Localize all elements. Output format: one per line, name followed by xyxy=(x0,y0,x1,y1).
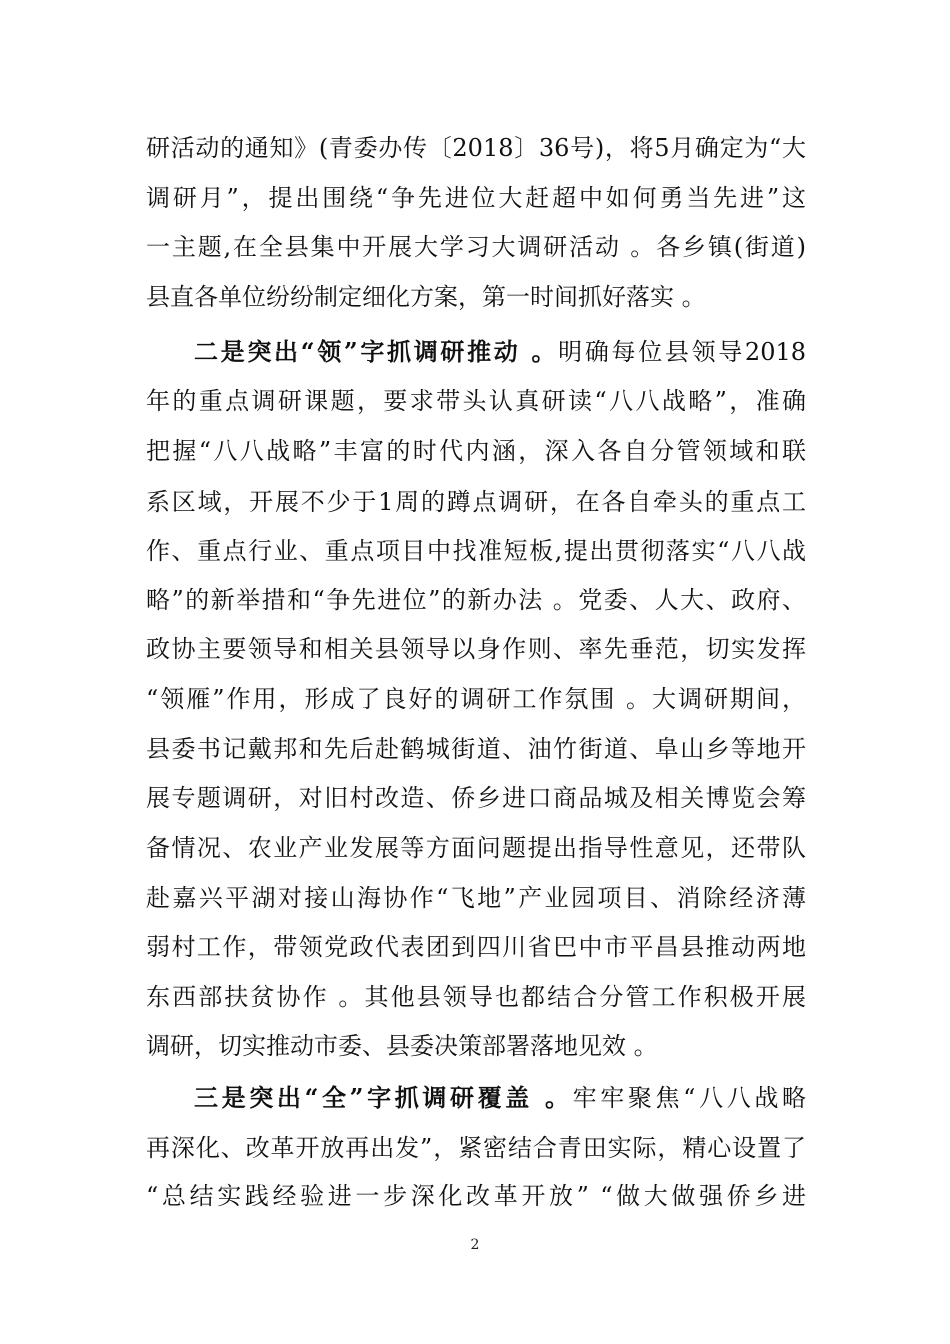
paragraph-2-first-line-rest: 明确每位县领导2018 xyxy=(558,338,806,366)
paragraph-2-line-11: 备情况、农业产业发展等方面问题提出指导性意见，还带队 xyxy=(146,834,806,862)
paragraph-2-line-4: 系区域，开展不少于1周的蹲点调研，在各自牵头的重点工 xyxy=(146,488,806,516)
paragraph-2-lead: 二是突出“领”字抓调研推动 。 xyxy=(194,337,559,366)
paragraph-2-line-9: 县委书记戴邦和先后赴鹤城街道、油竹街道、阜山乡等地开 xyxy=(146,735,806,763)
paragraph-3-line-3: “总结实践经验进一步深化改革开放” “做大做强侨乡进 xyxy=(146,1182,806,1210)
paragraph-2-line-2: 年的重点调研课题，要求带头认真研读“八八战略”，准确 xyxy=(146,387,806,415)
paragraph-3-first-line-rest: 牢牢聚焦“八八战略 xyxy=(572,1084,806,1112)
paragraph-1-line-2: 调研月”，提出围绕“争先进位大赶超中如何勇当先进”这 xyxy=(146,184,806,212)
paragraph-2-line-10: 展专题调研，对旧村改造、侨乡进口商品城及相关博览会筹 xyxy=(146,784,806,812)
paragraph-2-line-7: 政协主要领导和相关县领导以身作则、率先垂范，切实发挥 xyxy=(146,635,806,663)
paragraph-1-line-1: 研活动的通知》(青委办传〔2018〕36号)，将5月确定为“大 xyxy=(146,134,806,162)
paragraph-2-line-12: 赴嘉兴平湖对接山海协作“飞地”产业园项目、消除经济薄 xyxy=(146,884,806,912)
paragraph-2-line-8: “领雁”作用，形成了良好的调研工作氛围 。大调研期间， xyxy=(146,685,806,713)
paragraph-2-line-6: 略”的新举措和“争先进位”的新办法 。党委、人大、政府、 xyxy=(146,586,806,614)
paragraph-2-line-15: 调研，切实推动市委、县委决策部署落地见效 。 xyxy=(146,1032,658,1060)
paragraph-3-line-2: 再深化、改革开放再出发”，紧密结合青田实际，精心设置了 xyxy=(146,1134,806,1162)
paragraph-2-line-3: 把握“八八战略”丰富的时代内涵，深入各自分管领域和联 xyxy=(146,437,806,465)
page-number: 2 xyxy=(470,1237,480,1253)
paragraph-3-line-1 xyxy=(194,1074,806,1122)
paragraph-1-line-4: 县直各单位纷纷制定细化方案，第一时间抓好落实 。 xyxy=(146,283,706,311)
paragraph-2-line-5: 作、重点行业、重点项目中找准短板,提出贯彻落实“八八战 xyxy=(146,537,806,565)
paragraph-2-line-14: 东西部扶贫协作 。其他县领导也都结合分管工作积极开展 xyxy=(146,983,806,1011)
paragraph-3-lead: 三是突出“全”字抓调研覆盖 。 xyxy=(194,1083,573,1112)
paragraph-2-line-13: 弱村工作，带领党政代表团到四川省巴中市平昌县推动两地 xyxy=(146,933,806,961)
paragraph-2-line-1 xyxy=(194,328,806,376)
paragraph-1-line-3: 一主题,在全县集中开展大学习大调研活动 。各乡镇(街道) xyxy=(146,233,806,261)
